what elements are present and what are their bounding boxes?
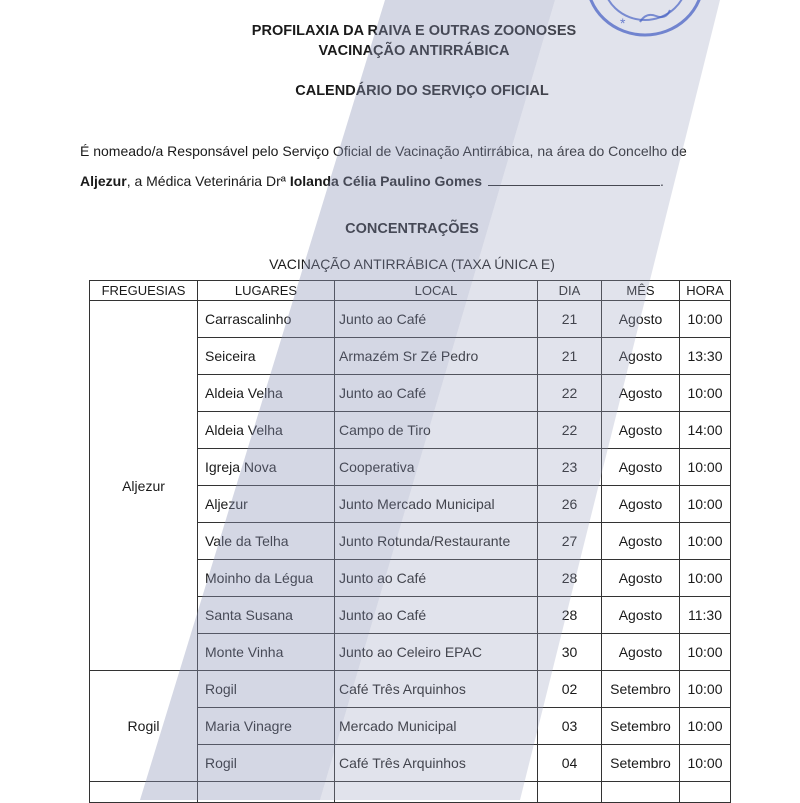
dia-cell: 22	[538, 375, 602, 412]
mes-cell: Agosto	[602, 634, 680, 671]
header-freguesias: FREGUESIAS	[90, 281, 198, 301]
municipality-name: Aljezur	[80, 173, 127, 189]
lugar-cell: Monte Vinha	[198, 634, 335, 671]
mes-cell: Agosto	[602, 486, 680, 523]
hora-cell: 11:30	[680, 597, 731, 634]
dia-cell: 21	[538, 301, 602, 338]
local-cell: Junto ao Café	[335, 301, 538, 338]
dia-cell: 03	[538, 708, 602, 745]
dia-cell: 04	[538, 745, 602, 782]
svg-text:*: *	[620, 15, 626, 31]
hora-cell: 10:00	[680, 708, 731, 745]
local-cell: Junto ao Café	[335, 597, 538, 634]
vaccination-schedule-table	[89, 280, 731, 803]
lugar-cell: Rogil	[198, 745, 335, 782]
dia-cell: 28	[538, 597, 602, 634]
dia-cell: 22	[538, 412, 602, 449]
local-cell: Café Três Arquinhos	[335, 745, 538, 782]
dia-cell: 27	[538, 523, 602, 560]
hora-cell: 10:00	[680, 301, 731, 338]
local-cell: Junto ao Celeiro EPAC	[335, 634, 538, 671]
table-row-partial	[90, 782, 731, 803]
hora-cell: 10:00	[680, 449, 731, 486]
local-cell: Junto ao Café	[335, 560, 538, 597]
empty-cell	[335, 782, 538, 803]
local-cell: Junto ao Café	[335, 375, 538, 412]
empty-cell	[680, 782, 731, 803]
mes-cell: Setembro	[602, 745, 680, 782]
lugar-cell: Moinho da Légua	[198, 560, 335, 597]
hora-cell: 10:00	[680, 560, 731, 597]
intro-line-1: É nomeado/a Responsável pelo Serviço Oficial de Vacinação Antirrábica, na área do Concelho de	[80, 143, 687, 159]
mes-cell: Agosto	[602, 412, 680, 449]
local-cell: Junto Mercado Municipal	[335, 486, 538, 523]
calendar-title: CALENDÁRIO DO SERVIÇO OFICIAL	[295, 83, 549, 99]
mes-cell: Setembro	[602, 671, 680, 708]
hora-cell: 10:00	[680, 634, 731, 671]
lugar-cell: Aldeia Velha	[198, 375, 335, 412]
dia-cell: 26	[538, 486, 602, 523]
lugar-cell: Carrascalinho	[198, 301, 335, 338]
lugar-cell: Igreja Nova	[198, 449, 335, 486]
hora-cell: 10:00	[680, 523, 731, 560]
table-body	[90, 301, 731, 803]
lugar-cell: Seiceira	[198, 338, 335, 375]
header-dia: DIA	[538, 281, 602, 301]
table-row	[90, 301, 731, 338]
local-cell: Armazém Sr Zé Pedro	[335, 338, 538, 375]
local-cell: Mercado Municipal	[335, 708, 538, 745]
header-lugares: LUGARES	[198, 281, 335, 301]
section-subtitle: VACINAÇÃO ANTIRRÁBICA (TAXA ÚNICA E)	[269, 256, 555, 272]
table-row	[90, 671, 731, 708]
mes-cell: Agosto	[602, 375, 680, 412]
document-subtitle: VACINAÇÃO ANTIRRÁBICA	[318, 43, 510, 59]
hora-cell: 10:00	[680, 486, 731, 523]
intro-line-2	[80, 173, 740, 189]
intro-end: .	[660, 173, 664, 189]
dia-cell: 02	[538, 671, 602, 708]
hora-cell: 13:30	[680, 338, 731, 375]
local-cell: Café Três Arquinhos	[335, 671, 538, 708]
freguesia-cell: Aljezur	[90, 301, 198, 671]
signature-blank	[488, 173, 660, 186]
lugar-cell: Aldeia Velha	[198, 412, 335, 449]
lugar-cell: Maria Vinagre	[198, 708, 335, 745]
mes-cell: Agosto	[602, 523, 680, 560]
dia-cell: 21	[538, 338, 602, 375]
mes-cell: Agosto	[602, 560, 680, 597]
hora-cell: 10:00	[680, 375, 731, 412]
mes-cell: Agosto	[602, 449, 680, 486]
empty-cell	[90, 782, 198, 803]
empty-cell	[198, 782, 335, 803]
doctor-name: Iolanda Célia Paulino Gomes	[289, 173, 482, 189]
intro-text: , a Médica Veterinária Drª	[126, 173, 290, 189]
lugar-cell: Santa Susana	[198, 597, 335, 634]
hora-cell: 10:00	[680, 745, 731, 782]
header-mes: MÊS	[602, 281, 680, 301]
mes-cell: Agosto	[602, 597, 680, 634]
lugar-cell: Rogil	[198, 671, 335, 708]
header-local: LOCAL	[335, 281, 538, 301]
local-cell: Junto Rotunda/Restaurante	[335, 523, 538, 560]
freguesia-cell: Rogil	[90, 671, 198, 782]
header-hora: HORA	[680, 281, 731, 301]
dia-cell: 23	[538, 449, 602, 486]
lugar-cell: Vale da Telha	[198, 523, 335, 560]
local-cell: Cooperativa	[335, 449, 538, 486]
section-title: CONCENTRAÇÕES	[345, 221, 479, 237]
hora-cell: 10:00	[680, 671, 731, 708]
document-title: PROFILAXIA DA RAIVA E OUTRAS ZOONOSES	[251, 23, 577, 39]
dia-cell: 30	[538, 634, 602, 671]
local-cell: Campo de Tiro	[335, 412, 538, 449]
empty-cell	[602, 782, 680, 803]
mes-cell: Agosto	[602, 338, 680, 375]
lugar-cell: Aljezur	[198, 486, 335, 523]
dia-cell: 28	[538, 560, 602, 597]
empty-cell	[538, 782, 602, 803]
hora-cell: 14:00	[680, 412, 731, 449]
table-header-row	[90, 281, 731, 301]
mes-cell: Setembro	[602, 708, 680, 745]
mes-cell: Agosto	[602, 301, 680, 338]
